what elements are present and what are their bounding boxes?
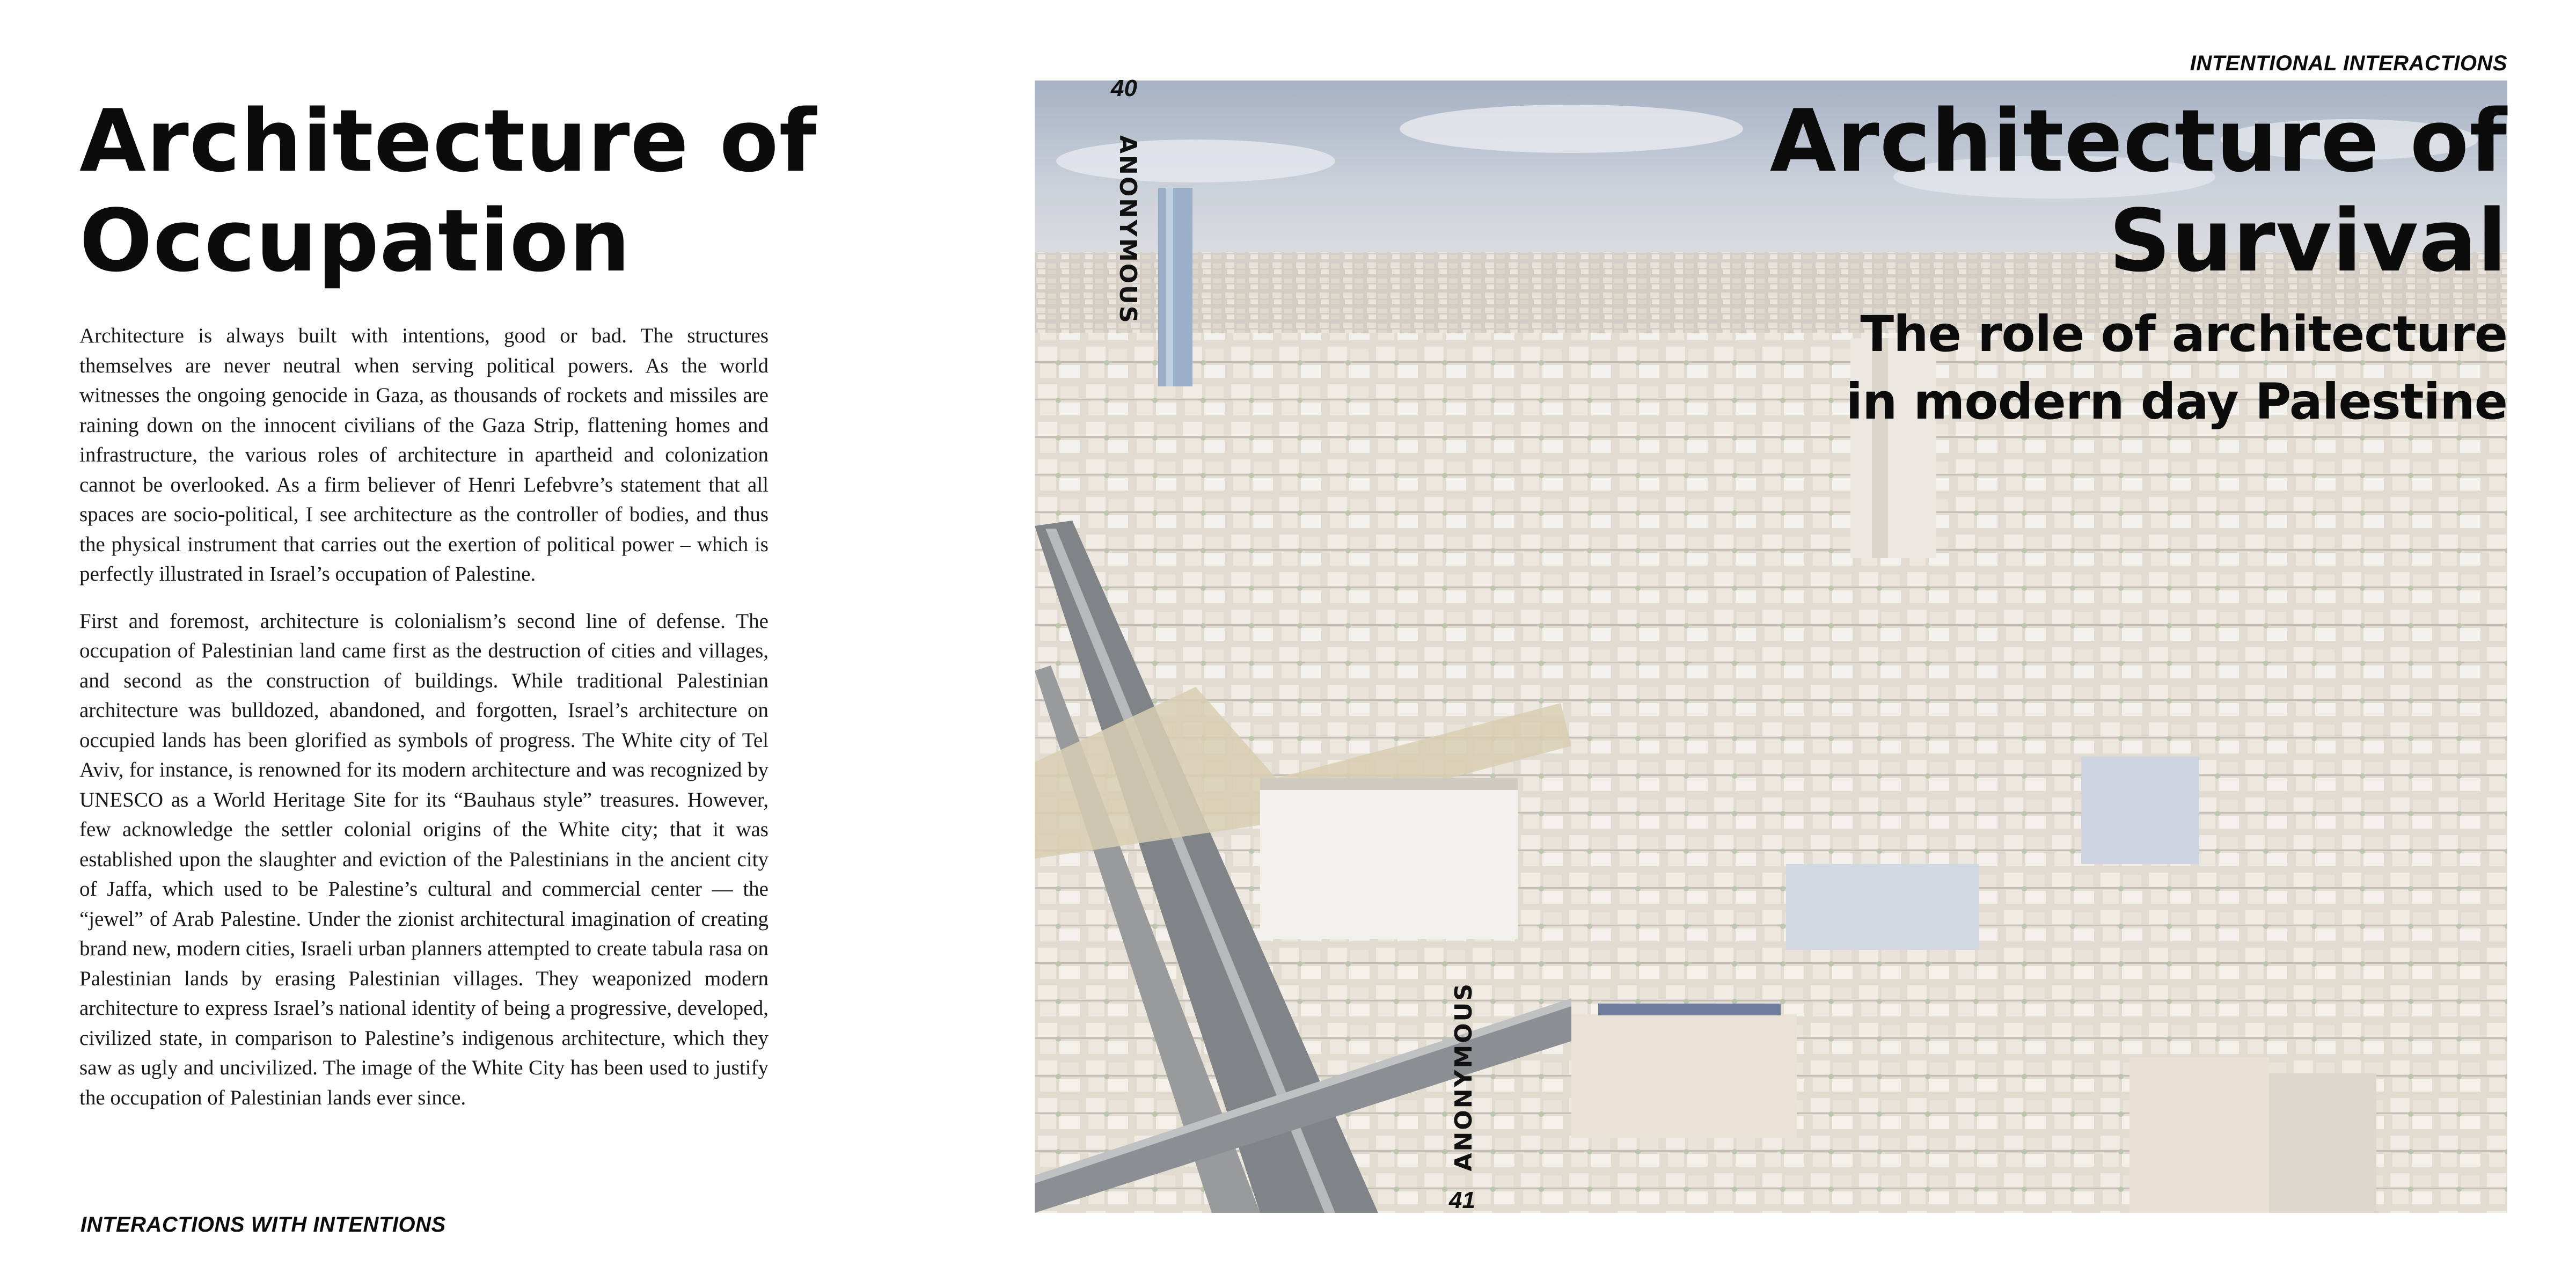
paragraph-2: First and foremost, architecture is colonialism’s second line of defense. The occupation of Palestinian land came first as the destruction of cities and villages, and second as the construction of buildings. While traditional Palestinian architecture was bulldozed, abandoned, and forgotten, Israel’s architecture on occupied lands has been glorified as symbols of progress. The White city of Tel Aviv, for instance, is renowned for its modern architecture and was recognized by UNESCO as a World Heritage Site for its “Bauhaus style” treasures. However, few acknowledge the settler colonial origins of the White city; that it was established upon the slaughter and eviction of the Palestinians in the ancient city of Jaffa, which used to be Palestine’s cultural and commercial center — the “jewel” of Arab Palestine. Under the zionist architectural imagination of creating brand new, modern cities, Israeli urban planners attempted to create tabula rasa on Palestinian lands by erasing Palestinian villages. They weaponized modern architecture to express Israel’s national identity of being a progressive, developed, civilized state, in comparison to Palestine’s indigenous architecture, which they saw as ugly and uncivilized. The image of the White City has been used to justify the occupation of Palestinian lands ever since. <box>79 609 769 1109</box>
page-number-41: 41 <box>1449 1187 1475 1213</box>
article-body <box>79 321 769 1130</box>
page-number-40: 40 <box>1111 75 1137 101</box>
right-page-subtitle: The role of architecture in modern day Palestine <box>1846 305 2507 430</box>
right-page-title: Architecture of Survival <box>1769 91 2507 291</box>
author-label-top: ANONYMOUS <box>1114 135 1141 325</box>
left-page-title: Architecture of Occupation <box>79 91 817 291</box>
right-page-header: INTENTIONAL INTERACTIONS <box>2190 52 2507 75</box>
left-page-footer: INTERACTIONS WITH INTENTIONS <box>80 1213 446 1236</box>
paragraph-1: Architecture is always built with intentions, good or bad. The structures themselves are never neutral when serving political powers. As the world witnesses the ongoing genocide in Gaza, as thousands of rockets and missiles are raining down on the innocent civilians of the Gaza Strip, flattening homes and infrastructure, the various roles of architecture in apartheid and colonization cannot be overlooked. As a firm believer of Henri Lefebvre’s statement that all spaces are socio-political, I see architecture as the controller of bodies, and thus the physical instrument that carries out the exertion of political power – which is perfectly illustrated in Israel’s occupation of Palestine. <box>79 324 769 586</box>
left-page <box>0 0 1030 1288</box>
author-label-bottom: ANONYMOUS <box>1450 982 1477 1172</box>
